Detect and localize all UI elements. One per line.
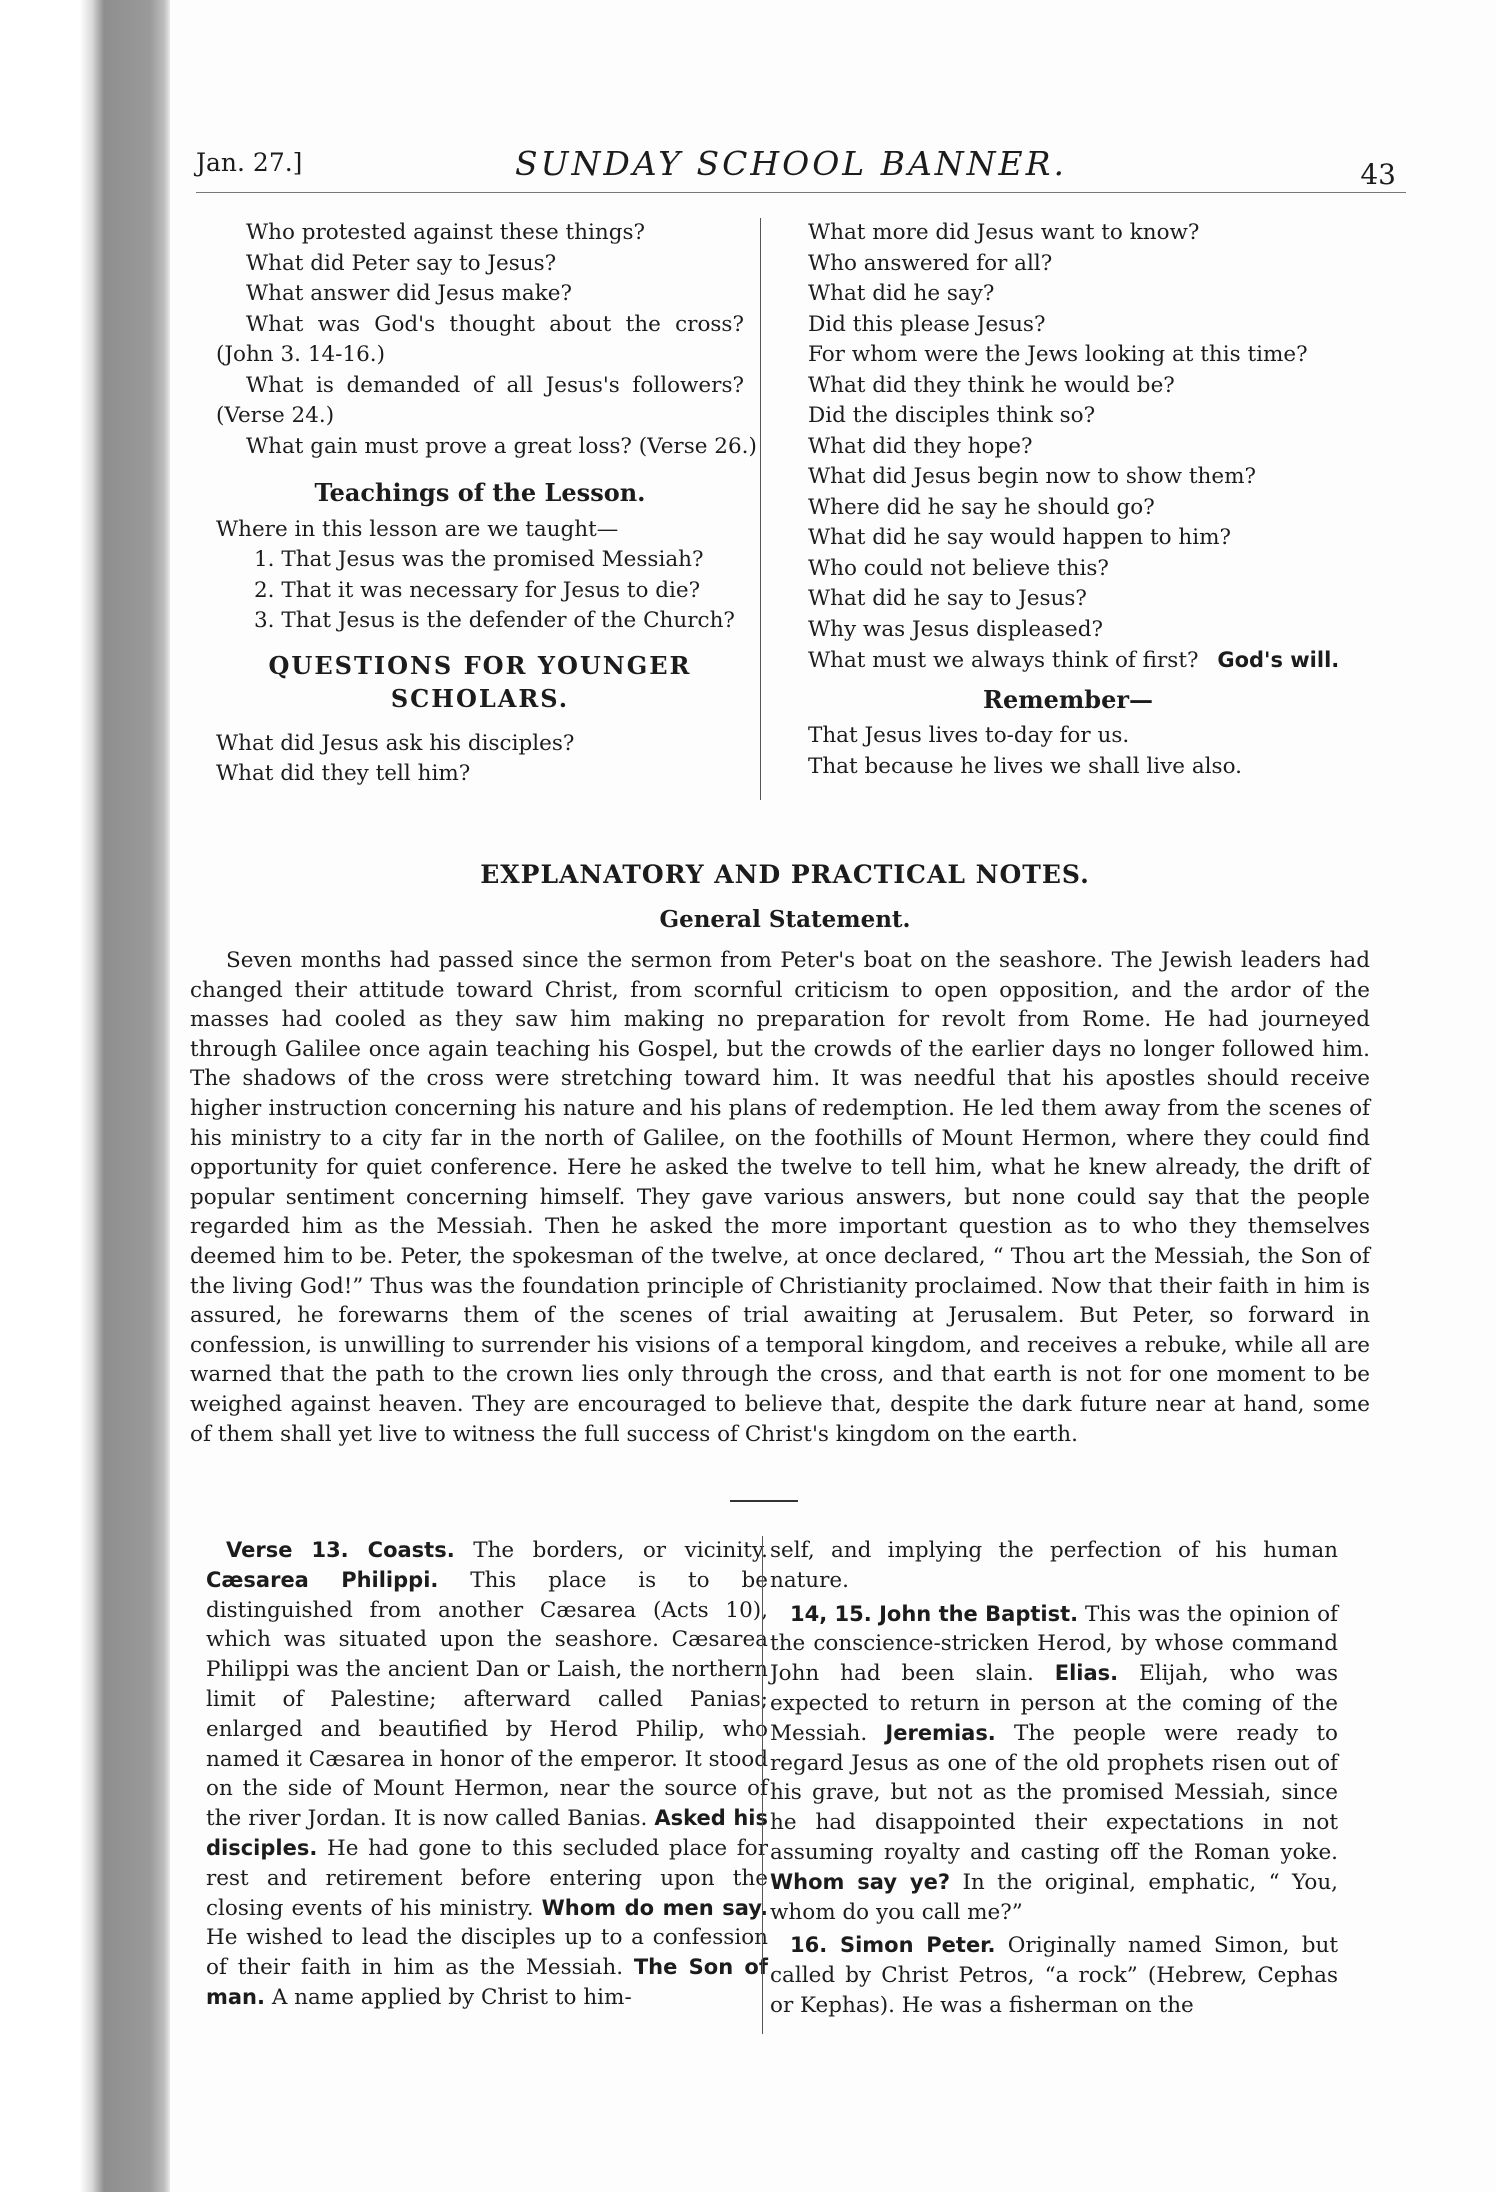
younger-scholars-heading: QUESTIONS FOR YOUNGER SCHOLARS. xyxy=(268,650,692,713)
column-divider xyxy=(760,218,761,800)
verse-text: The people were ready to regard Jesus as one of the old prophets risen out of his grave, but not as the promised Messiah, since he had disappointed their expectations in not assuming royalty and casting off the Roman yoke. xyxy=(770,1720,1339,1865)
question: Who could not believe this? xyxy=(808,555,1109,581)
column-divider xyxy=(762,1536,763,2034)
teaching-item: 1. That Jesus was the promised Messiah? xyxy=(254,547,704,572)
question: What did Peter say to Jesus? xyxy=(246,250,557,276)
verse-notes-right xyxy=(770,1536,1338,2025)
remember-heading: Remember— xyxy=(983,684,1153,714)
question: Did this please Jesus? xyxy=(808,311,1046,337)
answer: God's will. xyxy=(1217,648,1340,672)
question: Who protested against these things? xyxy=(246,220,646,245)
teachings-intro: Where in this lesson are we taught— xyxy=(216,516,619,542)
verse-label: 16. Simon Peter. xyxy=(790,1933,996,1958)
teaching-item: 3. That Jesus is the defender of the Church? xyxy=(254,608,735,633)
verse-paragraph xyxy=(770,1536,1338,1596)
verse-text: A name applied by Christ to him- xyxy=(264,1984,632,2010)
question: Who answered for all? xyxy=(808,250,1053,276)
remember-line: That Jesus lives to-day for us. xyxy=(808,723,1130,748)
notes-title: EXPLANATORY AND PRACTICAL NOTES. xyxy=(480,860,1090,889)
header-date: Jan. 27.] xyxy=(196,148,303,177)
verse-text: self, and implying the perfection of his human nature. xyxy=(770,1538,1338,1593)
question: What answer did Jesus make? xyxy=(246,281,572,306)
left-question-column xyxy=(216,218,757,790)
page xyxy=(170,0,1496,2192)
younger-question: What did they tell him? xyxy=(216,761,471,786)
question: What did he say to Jesus? xyxy=(808,586,1087,611)
question: What did they think he would be? xyxy=(808,372,1175,398)
question-with-answer xyxy=(778,645,1358,677)
header-title: SUNDAY SCHOOL BANNER. xyxy=(515,144,1067,183)
question: What was God's thought about the cross? (John 3. 14-16.) xyxy=(216,311,744,367)
verse-label: Cæsarea Philippi. xyxy=(206,1567,439,1592)
verse-paragraph xyxy=(770,1931,1338,2020)
verse-text: Originally named Simon, but called by Christ Petros, “a rock” (Hebrew, Cephas or Kephas). He was a fisherman on the xyxy=(770,1933,1338,2018)
verse-label: Asked his disciples. xyxy=(206,1806,768,1860)
question: For whom were the Jews looking at this time? xyxy=(808,342,1308,367)
question: Did the disciples think so? xyxy=(808,403,1096,428)
verse-text: He had gone to this secluded place for rest and retirement before entering upon the closing events of his ministry. xyxy=(206,1835,768,1921)
right-question-column xyxy=(778,218,1358,782)
verse-text: He wished to lead the disciples up to a confession of their faith in him as the Messiah. xyxy=(206,1925,768,1981)
verse-label: Verse 13. Coasts. xyxy=(226,1538,455,1562)
verse-label: The Son of man. xyxy=(206,1955,768,2009)
question: Why was Jesus displeased? xyxy=(808,616,1104,642)
question: What is demanded of all Jesus's followers? (Verse 24.) xyxy=(216,372,744,428)
running-header xyxy=(196,140,1396,191)
question: Where did he say he should go? xyxy=(808,494,1155,520)
verse-text: Elijah, who was expected to return in person at the coming of the Messiah. xyxy=(770,1661,1338,1746)
verse-text: This was the opinion of the conscience-stricken Herod, by whose command John had been slain. xyxy=(770,1601,1338,1687)
verse-text: In the original, emphatic, “ You, whom do you call me?” xyxy=(770,1869,1339,1925)
verse-label: Whom do men say. xyxy=(541,1895,768,1920)
verse-notes-left xyxy=(206,1536,768,2013)
general-statement-heading: General Statement. xyxy=(659,906,911,933)
teaching-item: 2. That it was necessary for Jesus to die? xyxy=(254,577,701,603)
verse-label: Jeremias. xyxy=(885,1720,996,1745)
question: What did they hope? xyxy=(808,433,1033,459)
page-number: 43 xyxy=(1360,158,1396,191)
verse-label: Whom say ye? xyxy=(770,1869,951,1894)
verse-label: Elias. xyxy=(1054,1661,1119,1686)
teachings-heading: Teachings of the Lesson. xyxy=(314,478,646,507)
question: What must we always think of first? xyxy=(808,648,1199,673)
question: What gain must prove a great loss? (Verse 26.) xyxy=(246,433,757,459)
section-rule xyxy=(730,1500,798,1502)
question: What did he say? xyxy=(808,281,995,306)
verse-paragraph xyxy=(770,1600,1338,1928)
book-spine-shadow xyxy=(0,0,170,2192)
question: What more did Jesus want to know? xyxy=(808,220,1200,245)
verse-text: This place is to be distinguished from another Cæsarea (Acts 10), which was situated upon the seashore. Cæsarea Philippi was the ancient Dan or Laish, the northern limit of Palestine; afterward called Panias; enlarged and beautified by Herod Philip, who named it Cæsarea in honor of the emperor. It stood on the side of Mount Hermon, near the source of the river Jordan. It is now called Banias. xyxy=(206,1567,768,1832)
younger-question: What did Jesus ask his disciples? xyxy=(216,730,575,756)
question: What did Jesus begin now to show them? xyxy=(808,464,1257,489)
remember-line: That because he lives we shall live also. xyxy=(808,753,1242,779)
general-statement-text: Seven months had passed since the sermon from Peter's boat on the seashore. The Jewish leaders had changed their attitude toward Christ, from scornful criticism to open opposition, and the ardor of the masses had cooled as they saw him making no preparation for revolt from Rome. He had journeyed through Galilee once again teaching his Gospel, but the crowds of the earlier days no longer followed him. The shadows of the cross were stretching toward him. It was needful that his apostles should receive higher instruction concerning his nature and his plans of redemption. He led them away from the scenes of his ministry to a city far in the north of Galilee, on the foothills of Mount Hermon, where they could find opportunity for quiet conference. Here he asked the twelve to tell him, what he knew already, the drift of popular sentiment concerning himself. They gave various answers, but none could say that the people regarded him as the Messiah. Then he asked the more important question as to who they themselves deemed him to be. Peter, the spokesman of the twelve, at once declared, “ Thou art the Messiah, the Son of the living God!” Thus was the foundation principle of Christianity proclaimed. Now that their faith in him is assured, he forewarns them of the scenes of trial awaiting at Jerusalem. But Peter, so forward in confession, is unwilling to surrender his visions of a temporal kingdom, and receives a rebuke, while all are warned that the path to the crown lies only through the cross, and that earth is not for one moment to be weighed against heaven. They are encouraged to believe that, despite the dark future near at hand, some of them shall yet live to witness the full success of Christ's kingdom on the earth. xyxy=(190,948,1370,1447)
question: What did he say would happen to him? xyxy=(808,525,1232,550)
verse-text: The borders, or vicinity. xyxy=(454,1538,769,1563)
verse-label: 14, 15. John the Baptist. xyxy=(790,1601,1079,1626)
header-rule xyxy=(196,192,1406,193)
